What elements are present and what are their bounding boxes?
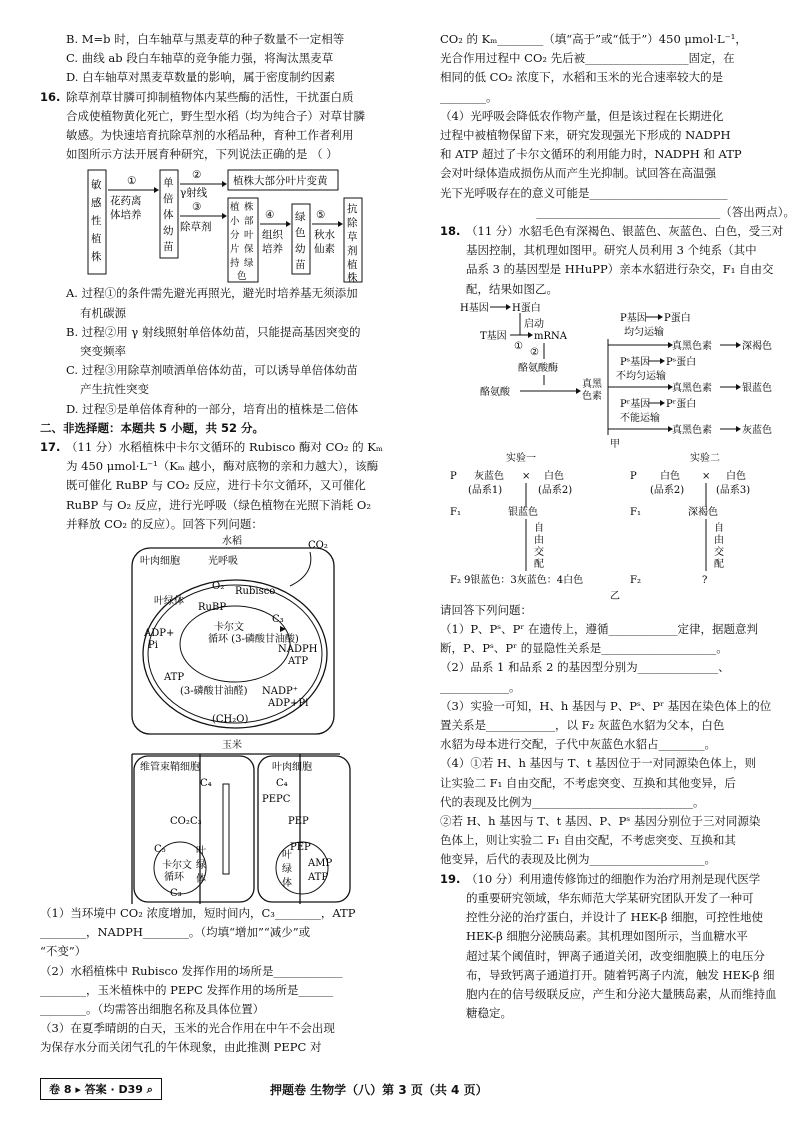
figure-yi <box>440 449 795 601</box>
h-gene: H基因 <box>460 302 489 314</box>
q18-sub4b: ②若 H、h 基因与 T、t 基因、P、Pˢ 基因分别位于三对同源染 <box>440 814 761 829</box>
q18-number: 18. <box>440 224 461 239</box>
left-column <box>40 30 395 1058</box>
step3-label: 除草剂 <box>180 221 212 234</box>
b4-char: 部 <box>244 216 254 228</box>
exp2-strain2: (品系2) <box>650 484 685 496</box>
q18-line: 品系 3 的基因型是 HHuPP）亲本水貂进行杂交，F₁ 自由交 <box>466 262 774 277</box>
b4-char: 绿 <box>244 258 254 270</box>
q17-sub1-cont: “不变”） <box>40 944 87 959</box>
rice-c3: C₃ <box>272 614 284 626</box>
exp2-free-2: 由 <box>714 534 724 546</box>
exp2-free-4: 配 <box>714 558 724 570</box>
q18-sub3: （3）实验一可知，H、h 基因与 P、Pˢ、Pʳ 基因在染色体上的位 <box>440 698 772 713</box>
q18 <box>440 222 795 299</box>
step2-label: γ射线 <box>180 187 208 200</box>
q18-sub2-cont: ____________。 <box>440 679 521 694</box>
q19-line: 胞内在的信号级联反应，产生和分泌大量胰岛素，从而维持血 <box>466 986 777 1001</box>
corn-c3: C₃ <box>190 816 202 828</box>
right-column <box>440 30 795 1023</box>
eumelanin-2: 色素 <box>582 390 602 402</box>
q17-sub1-cont: ________，NADPH________。（均填“增加”“减少”或 <box>40 925 311 940</box>
q17-line: 既可催化 RuBP 与 CO₂ 反应，进行卡尔文循环，又可催化 <box>66 478 366 493</box>
mrna: mRNA <box>534 330 567 342</box>
figure-jia-label: 甲 <box>610 438 620 449</box>
b1-char: 感 <box>91 197 102 210</box>
step5-number: ⑤ <box>316 209 326 222</box>
step1-label: 体培养 <box>110 209 142 222</box>
q16-option-a-cont: 有机碳源 <box>80 305 126 320</box>
corn-c5: C₅ <box>154 844 166 856</box>
rice-pi: Pi <box>148 640 158 652</box>
step1-number: ① <box>127 175 137 188</box>
exp2-strain3: (品系3) <box>716 484 751 496</box>
b6-char: 剂 <box>347 245 358 258</box>
pigment-1: 真黑色素 <box>672 340 712 352</box>
answer-key-tag: 卷 8 ▸ 答案 · D39 ⌕ <box>40 1078 162 1100</box>
q18-sub4-cont: 代的表现及比例为____________________________。 <box>440 794 705 809</box>
q16-line: 除草剂草甘膦可抑制植物体内某些酶的活性，干扰蛋白质 <box>66 89 354 104</box>
tyrosinase: 酪氨酸酶 <box>518 362 558 374</box>
exp1-strain2: (品系2) <box>538 484 573 496</box>
b6-char: 除 <box>347 217 358 230</box>
q19-line: 的重要研究领域，华东师范大学某研究团队开发了一种可 <box>466 890 754 905</box>
q18-sub1-cont: 断，P、Pˢ、Pʳ 的显隐性关系是____________________。 <box>440 641 728 656</box>
transport-3: 不能运输 <box>620 412 660 424</box>
exp1-free-1: 自 <box>534 522 544 534</box>
q15-option-d: D. 白车轴草对黑麦草数量的影响，属于密度制约因素 <box>66 70 336 85</box>
q16 <box>40 88 395 165</box>
q17-line: 并释放 CO₂ 的反应）。回答下列问题： <box>66 516 263 531</box>
q19-line: （10 分）利用遗传修饰过的细胞作为治疗用剂是现代医学 <box>466 871 761 886</box>
p-gene: P基因 <box>620 312 647 324</box>
step-1: ① <box>514 340 523 352</box>
transport-1: 均匀运输 <box>624 326 664 338</box>
corn-cycle: 循环 <box>164 872 184 884</box>
q15-option-c: C. 曲线 ab 段白车轴草的竞争能力强，将淘汰黑麦草 <box>66 51 334 66</box>
q17-sub3-cont: 为保存水分而关闭气孔的午休现象，由此推测 PEPC 对 <box>40 1040 322 1055</box>
b6-char: 草 <box>347 231 358 244</box>
q18-sub3-cont: 水貂为母本进行交配，子代中灰蓝色水貂占________。 <box>440 737 716 752</box>
q18-sub4b-cont: 他变异，后代的表现及比例为____________________。 <box>440 852 716 867</box>
q18-sub2: （2）品系 1 和品系 2 的基因型分别为______________、 <box>440 660 730 675</box>
corn-atp: ATP <box>308 872 329 884</box>
rice-rubisco: Rubisco <box>235 586 276 598</box>
q17-cont: 光合作用过程中 CO₂ 先后被__________________固定，在 <box>440 51 735 66</box>
rice-o2: O₂ <box>212 581 225 593</box>
corn-calvin: 卡尔文 <box>162 860 192 872</box>
exp2-unknown: ? <box>702 574 708 586</box>
b4-char: 保 <box>244 244 254 256</box>
q17 <box>40 438 395 534</box>
rice-mesophyll-label: 叶肉细胞 <box>140 556 180 568</box>
rice-calvin-2: 循环 (3-磷酸甘油酸) <box>208 634 299 646</box>
eumelanin-1: 真黑 <box>582 378 602 390</box>
color-2: 银蓝色 <box>742 382 772 394</box>
b1-char: 植 <box>91 233 102 246</box>
q17-sub2-cont: ________，玉米植株中的 PEPC 发挥作用的场所是______ <box>40 982 333 997</box>
b6-char: 抗 <box>347 203 358 216</box>
ps-protein: Pˢ蛋白 <box>666 356 697 368</box>
p-protein: P蛋白 <box>664 312 691 324</box>
b4-char: 小 <box>230 216 240 228</box>
q17-number: 17. <box>40 440 61 455</box>
section-heading: 二、非选择题：本题共 5 小题，共 52 分。 <box>40 420 265 435</box>
pr-gene: Pʳ基因 <box>620 398 651 410</box>
corn-ti2: 体 <box>282 878 292 890</box>
figure-jia <box>440 299 795 449</box>
b4-char: 叶 <box>244 230 254 242</box>
rice-ch2o: (CH₂O) <box>212 714 249 726</box>
q18-sub4-cont: 让实验二 F₁ 自由交配，不考虑突变、互换和其他变异，后 <box>440 775 736 790</box>
corn-bundle-sheath: 维管束鞘细胞 <box>140 762 200 774</box>
corn-c4-b: C₄ <box>276 778 288 790</box>
q17-sub4-cont: 和 ATP 超过了卡尔文循环的利用能力时，NADPH 和 ATP <box>440 147 742 162</box>
b2-char: 幼 <box>163 225 174 238</box>
exp1-cross: × <box>522 470 531 482</box>
ps-gene: Pˢ基因 <box>620 356 651 368</box>
step4-number: ④ <box>265 209 275 222</box>
q18-sub4b-cont: 色体上，则让实验二 F₁ 自由交配，不考虑突变、互换和其 <box>440 833 736 848</box>
b4-char: 分 <box>230 230 240 242</box>
q16-line: 如图所示方法开展育种研究，下列说法正确的是 （ ） <box>66 147 338 162</box>
exp1-free-4: 配 <box>534 558 544 570</box>
color-1: 深褐色 <box>742 340 772 352</box>
rice-rubp: RuBP <box>198 602 227 614</box>
corn-c4-a: C₄ <box>200 778 212 790</box>
rice-atp-2: ATP <box>164 672 185 684</box>
rice-nadp: NADP⁺ <box>262 686 298 698</box>
q18-line: （11 分）水貂毛色有深褐色、银蓝色、灰蓝色、白色，受三对 <box>466 224 784 239</box>
b1-char: 株 <box>91 251 102 264</box>
step5-label: 仙素 <box>314 243 335 256</box>
rice-adp: ADP+ <box>144 628 175 640</box>
b2-char: 体 <box>163 209 174 222</box>
corn-ye: 叶 <box>196 846 206 858</box>
rice-photorespiration: 光呼吸 <box>208 556 238 568</box>
q19-line: 控性分泌的治疗蛋白，并设计了 HEK-β 细胞，可控性地使 <box>466 910 764 925</box>
b5-char: 色 <box>295 227 306 240</box>
exp1-title: 实验一 <box>506 452 536 464</box>
corn-lv2: 绿 <box>282 864 292 876</box>
b2-char: 倍 <box>163 193 174 206</box>
corn-mesophyll: 叶肉细胞 <box>272 762 312 774</box>
b1-char: 性 <box>91 215 102 228</box>
figure-yi-label: 乙 <box>610 590 620 601</box>
step2-number: ② <box>192 169 202 182</box>
q18-sub1: （1）P、Pˢ、Pʳ 在遗传上，遵循____________定律，据题意判 <box>440 622 759 637</box>
exp2-f2: F₂ <box>630 574 641 586</box>
q17-line: 为 450 μmol·L⁻¹（Kₘ 越小，酶对底物的亲和力越大），该酶 <box>66 459 379 474</box>
exp2-free-1: 自 <box>714 522 724 534</box>
q17-sub2: （2）水稻植株中 Rubisco 发挥作用的场所是____________ <box>40 963 343 978</box>
q16-number: 16. <box>40 89 61 104</box>
corn-lv: 绿 <box>196 860 206 872</box>
q17-cont: CO₂ 的 Kₘ________（填“高于”或“低于”）450 μmol·L⁻¹， <box>440 32 747 46</box>
q19-line: 糖稳定。 <box>466 1006 512 1021</box>
exp2-free-3: 交 <box>714 546 724 558</box>
b5-char: 苗 <box>295 259 306 272</box>
q19 <box>440 870 795 1024</box>
q17-cont: 相同的低 CO₂ 浓度下，水稻和玉米的光合速率较大的是 <box>440 70 724 85</box>
corn-pepc: PEPC <box>262 794 291 806</box>
q19-line: 布，导致钙离子通道打开。随着钙离子内流，触发 HEK-β 细 <box>466 967 775 982</box>
corn-ti: 体 <box>196 874 206 886</box>
rice-nadph: NADPH <box>278 644 318 656</box>
rice-c3-product: (3-磷酸甘油醛) <box>180 686 248 698</box>
q17-sub4-cont: ________________________________（答出两点）。 <box>536 204 795 219</box>
transport-2: 不均匀运输 <box>616 370 666 382</box>
rice-title: 水稻 <box>222 536 242 548</box>
b2-char: 苗 <box>163 241 174 254</box>
q17-line: RuBP 与 O₂ 反应，进行光呼吸（绿色植物在光照下消耗 O₂ <box>66 497 371 512</box>
q18-line: 基因控制，其机理如图甲。研究人员利用 3 个纯系（其中 <box>466 243 757 258</box>
rice-adp-pi: ADP+Pi <box>268 698 309 710</box>
step-2: ② <box>530 346 539 358</box>
b2-char: 单 <box>163 177 174 190</box>
q17-sub4-cont: 光下光呼吸存在的意义可能是________________________ <box>440 185 728 200</box>
pigment-3: 真黑色素 <box>672 424 712 436</box>
b4-char: 色 <box>237 271 247 283</box>
b4-char: 片 <box>230 244 240 256</box>
b1-char: 敏 <box>91 179 102 192</box>
q17-sub1: （1）当环境中 CO₂ 浓度增加，短时间内，C₃________，ATP <box>40 906 356 921</box>
q17-sub4-cont: 会对叶绿体造成损伤从而产生光抑制。试回答在高温强 <box>440 166 716 181</box>
q15-option-b: B. M=b 时，白车轴草与黑麦草的种子数量不一定相等 <box>66 32 345 46</box>
q19-number: 19. <box>440 871 461 886</box>
exp1-p: P <box>450 470 457 482</box>
q17-sub2-cont: ________。（均需答出细胞名称及具体位置） <box>40 1002 265 1017</box>
b3-text: 植株大部分叶片变黄 <box>233 175 328 188</box>
q17-line: （11 分）水稻植株中卡尔文循环的 Rubisco 酶对 CO₂ 的 Kₘ <box>66 440 383 455</box>
q16-option-b-cont: 突变频率 <box>80 344 126 359</box>
exp1-gray: 灰蓝色 <box>474 470 504 482</box>
exp2-dark: 深褐色 <box>688 506 718 518</box>
step4-label: 培养 <box>262 243 283 256</box>
q17-sub3: （3）在夏季晴朗的白天，玉米的光合作用在中午不会出现 <box>40 1021 335 1036</box>
exp1-free-2: 由 <box>534 534 544 546</box>
q17-cont: ________。 <box>440 89 498 104</box>
exp2-p: P <box>630 470 637 482</box>
exp1-f2: F₂ <box>450 574 461 586</box>
exp2-title: 实验二 <box>690 452 720 464</box>
exp2-white-b: 白色 <box>726 470 746 482</box>
photosynthesis-diagram <box>40 534 395 904</box>
q17-sub4-cont: 过程中被植物保留下来，研究发现强光下形成的 NADPH <box>440 128 731 143</box>
exp1-silver: 银蓝色 <box>508 506 538 518</box>
q19-line: HEK-β 细胞分泌胰岛素。其机理如图所示，当血糖水平 <box>466 929 748 944</box>
q16-line: 敏感。为快速培育抗除草剂的水稻品种，育种工作者利用 <box>66 128 354 143</box>
exp1-f1: F₁ <box>450 506 461 518</box>
q18-prompt: 请回答下列问题： <box>440 602 532 617</box>
b6-char: 植 <box>347 259 358 272</box>
q16-option-b: B. 过程②用 γ 射线照射单倍体幼苗，只能提高基因突变的 <box>66 324 361 339</box>
q17-sub4: （4）光呼吸会降低农作物产量，但是该过程在长期进化 <box>440 108 724 123</box>
pigment-2: 真黑色素 <box>672 382 712 394</box>
corn-pep-1: PEP <box>288 816 309 828</box>
b4-char: 持 <box>230 258 240 270</box>
corn-title: 玉米 <box>222 740 242 752</box>
corn-pep-2: PEP <box>290 842 311 854</box>
q18-sub3-cont: 置关系是____________，以 F₂ 灰蓝色水貂为父本，白色 <box>440 718 725 733</box>
step3-number: ③ <box>192 201 202 214</box>
exp1-free-3: 交 <box>534 546 544 558</box>
qidong: 启动 <box>524 318 544 330</box>
t-gene: T基因 <box>480 330 507 342</box>
b5-char: 幼 <box>295 243 306 256</box>
breeding-diagram <box>40 164 395 284</box>
q19-line: 超过某个阈值时，钾离子通道关闭，改变细胞膜上的电压分 <box>466 948 765 963</box>
q16-option-d: D. 过程⑤是单倍体育种的一部分，培育出的植株是二倍体 <box>66 401 359 416</box>
color-3: 灰蓝色 <box>742 424 772 436</box>
rice-atp-1: ATP <box>288 656 309 668</box>
q16-option-c-cont: 产生抗性突变 <box>80 382 149 397</box>
rice-co2: CO₂ <box>308 540 328 552</box>
b4-char: 株 <box>244 202 254 214</box>
rice-calvin-1: 卡尔文 <box>214 622 244 634</box>
exp1-ratio: 9银蓝色：3灰蓝色：4白色 <box>464 574 584 586</box>
corn-c3-b: C₃ <box>170 888 182 900</box>
corn-co2: CO₂ <box>170 816 190 828</box>
h-protein: H蛋白 <box>512 302 541 314</box>
corn-ye2: 叶 <box>282 850 292 862</box>
step1-label: 花药离 <box>110 195 142 208</box>
page-number: 押题卷 生物学（八）第 3 页（共 4 页） <box>270 1083 488 1097</box>
pr-protein: Pʳ蛋白 <box>666 398 697 410</box>
q16-option-c: C. 过程③用除草剂喷洒单倍体幼苗，可以诱导单倍体幼苗 <box>66 363 358 378</box>
q18-sub4: （4）①若 H、h 基因与 T、t 基因位于一对同源染色体上，则 <box>440 756 757 771</box>
exp1-white: 白色 <box>544 470 564 482</box>
exp2-white-a: 白色 <box>660 470 680 482</box>
rice-chloroplast: 叶绿体 <box>154 596 184 608</box>
b4-char: 植 <box>230 202 240 214</box>
tyrosine: 酪氨酸 <box>480 386 510 398</box>
exp2-cross: × <box>702 470 711 482</box>
page-footer <box>40 1078 760 1102</box>
corn-amp: AMP <box>308 858 333 870</box>
exp2-f1: F₁ <box>630 506 641 518</box>
q18-line: 配，结果如图乙。 <box>466 281 558 296</box>
b6-char: 株 <box>347 272 358 285</box>
q16-line: 合成使植物黄化死亡，野生型水稻（均为纯合子）对草甘膦 <box>66 108 365 123</box>
q16-option-a: A. 过程①的条件需先避光再照光，避光时培养基无须添加 <box>66 286 358 301</box>
b5-char: 绿 <box>295 211 306 224</box>
exp1-strain1: (品系1) <box>468 484 503 496</box>
step5-label: 秋水 <box>314 229 335 242</box>
step4-label: 组织 <box>262 229 283 242</box>
